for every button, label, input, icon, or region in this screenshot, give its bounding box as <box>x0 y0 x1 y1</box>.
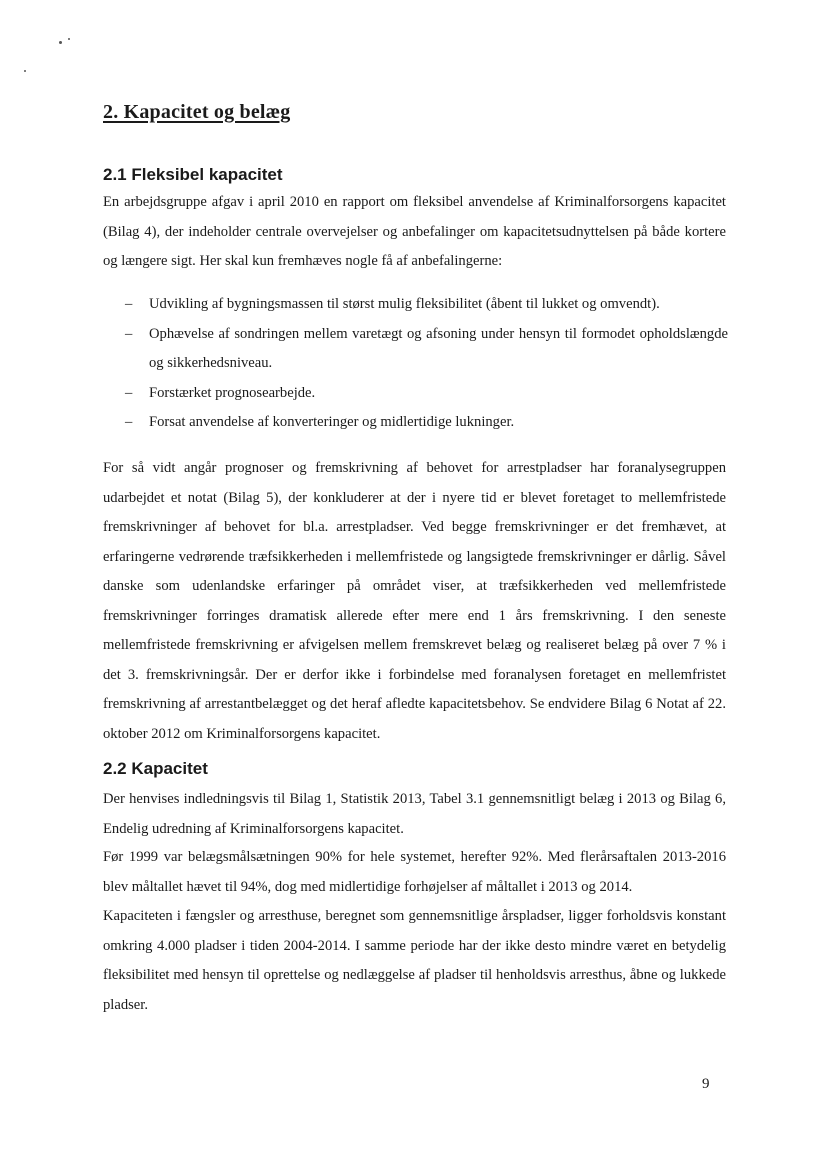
scan-speck <box>24 70 26 72</box>
forecast-paragraph: For så vidt angår prognoser og fremskrivning af behovet for arrestpladser har foranalysegruppen udarbejdet et notat (Bilag 5), der konkluderer at der i nyere tid er blevet foretaget to mellemfristede fremskrivninger af behovet for bl.a. arrestpladser. Ved begge fremskrivninger er det fremhævet, at erfaringerne vedrørende træfsikkerheden i mellemfristede og langsigtede fremskrivninger er dårlig. Såvel danske som udenlandske erfaringer på området viser, at træfsikkerheden ved mellemfristede fremskrivninger forringes dramatisk allerede efter mere end 1 års fremskrivning. I den seneste mellemfristede fremskrivning er afvigelsen mellem fremskrevet belæg og realiseret belæg på over 7 % i det 3. fremskrivningsår. Der er derfor ikke i forbindelse med foranalysen foretaget en mellemfristet fremskrivning af arrestantbelægget og det heraf afledte kapacitetsbehov. Se endvidere Bilag 6 Notat af 22. oktober 2012 om Kriminalforsorgens kapacitet. <box>103 460 726 742</box>
page-number: 9 <box>702 1076 710 1092</box>
list-item: – Forstærket prognosearbejde. <box>103 379 728 409</box>
capacity-paragraph-1: Der henvises indledningsvis til Bilag 1, Statistik 2013, Tabel 3.1 gennemsnitligt belæg i 2013 og Bilag 6, Endelig udredning af Kriminalforsorgens kapacitet. <box>103 791 726 837</box>
recommendation-list <box>103 290 728 438</box>
capacity-paragraph-2: Før 1999 var belægsmålsætningen 90% for hele systemet, herefter 92%. Med flerårsaftalen 2013-2016 blev måltallet hævet til 94%, dog med midlertidige forhøjelser af måltallet i 2013 og 2014. <box>103 849 726 895</box>
list-item: – Forsat anvendelse af konverteringer og midlertidige lukninger. <box>103 408 728 438</box>
list-item: – Ophævelse af sondringen mellem varetægt og afsoning under hensyn til formodet opholdslængde og sikkerhedsniveau. <box>103 320 728 379</box>
scan-speck <box>68 38 70 40</box>
list-item: – Udvikling af bygningsmassen til størst mulig fleksibilitet (åbent til lukket og omvendt). <box>103 290 728 320</box>
intro-paragraph: En arbejdsgruppe afgav i april 2010 en rapport om fleksibel anvendelse af Kriminalforsorgens kapacitet (Bilag 4), der indeholder centrale overvejelser og anbefalinger om kapacitetsudnyttelsen på både kortere og længere sigt. Her skal kun fremhæves nogle få af anbefalingerne: <box>103 194 726 269</box>
capacity-paragraph-3: Kapaciteten i fængsler og arresthuse, beregnet som gennemsnitlige årspladser, ligger forholdsvis konstant omkring 4.000 pladser i tiden 2004-2014. I samme periode har der ikke desto mindre været en betydelig fleksibilitet med hensyn til oprettelse og nedlæggelse af pladser til henholdsvis arresthus, åbne og lukkede pladser. <box>103 908 726 1013</box>
subsection-heading-fleksibel-kapacitet: 2.1 Fleksibel kapacitet <box>103 165 283 184</box>
subsection-heading-kapacitet: 2.2 Kapacitet <box>103 759 208 778</box>
section-heading: 2. Kapacitet og belæg <box>103 101 291 123</box>
scan-speck <box>59 41 62 44</box>
